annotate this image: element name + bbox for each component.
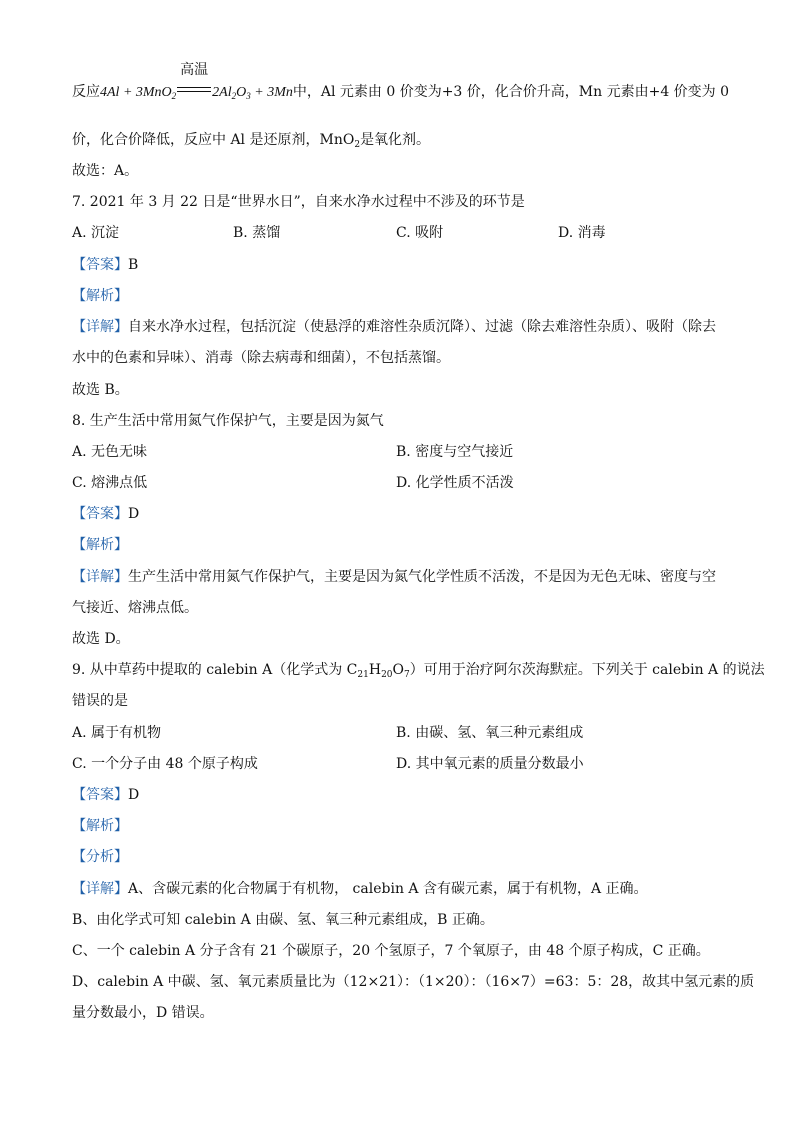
text-line: 价，化合价降低，反应中 Al 是还原剂，MnO$_2$是氧化剂。 bbox=[72, 132, 431, 150]
q7-option-d: D. 消毒 bbox=[558, 225, 606, 241]
text: 中，Al 元素由 0 价变为+3 价，化合价升高，Mn 元素由+4 价变为 0 bbox=[292, 84, 730, 100]
reaction-line bbox=[72, 63, 732, 106]
question-8-stem: 8. 生产生活中常用氮气作保护气，主要是因为氮气 bbox=[72, 413, 384, 429]
q9-option-a: A. 属于有机物 bbox=[72, 725, 162, 741]
q7-detail-2: 水中的色素和异味）、消毒（除去病毒和细菌），不包括蒸馏。 bbox=[72, 350, 450, 366]
q7-detail-1: 【详解】自来水净水过程，包括沉淀（使悬浮的难溶性杂质沉降）、过滤（除去难溶性杂质）、吸附（除去 bbox=[72, 319, 716, 335]
q8-option-b: B. 密度与空气接近 bbox=[396, 444, 514, 460]
q8-analysis-tag: 【解析】 bbox=[72, 537, 128, 553]
q7-option-b: B. 蒸馏 bbox=[233, 225, 281, 241]
q8-answer: 【答案】D bbox=[72, 506, 140, 522]
q8-option-c: C. 熔沸点低 bbox=[72, 475, 148, 491]
q7-answer: 【答案】B bbox=[72, 257, 139, 273]
question-9-stem-1: 9. 从中草药中提取的 calebin A（化学式为 $C_{21}H_{20}O_7$）可用于治疗阿尔茨海默症。下列关于 calebin A 的说法 bbox=[72, 662, 765, 680]
q7-choose: 故选 B。 bbox=[72, 382, 129, 398]
q9-option-c: C. 一个分子由 48 个原子构成 bbox=[72, 756, 258, 772]
q8-option-a: A. 无色无味 bbox=[72, 444, 148, 460]
question-7-stem: 7. 2021 年 3 月 22 日是“世界水日”，自来水净水过程中不涉及的环节是 bbox=[72, 194, 525, 210]
q9-analyze-tag: 【分析】 bbox=[72, 849, 128, 865]
q8-detail-2: 气接近、熔沸点低。 bbox=[72, 600, 198, 616]
q8-choose: 故选 D。 bbox=[72, 631, 130, 647]
q9-option-b: B. 由碳、氢、氧三种元素组成 bbox=[396, 725, 584, 741]
q9-option-d: D. 其中氧元素的质量分数最小 bbox=[396, 756, 584, 772]
question-9-stem-2: 错误的是 bbox=[72, 693, 128, 709]
reaction-condition: 高温 bbox=[176, 83, 212, 103]
q9-detail-d-2: 量分数最小，D 错误。 bbox=[72, 1005, 214, 1021]
q9-answer: 【答案】D bbox=[72, 787, 140, 803]
q9-detail-a: 【详解】A、含碳元素的化合物属于有机物， calebin A 含有碳元素，属于有机物，A 正确。 bbox=[72, 881, 648, 897]
q7-option-c: C. 吸附 bbox=[396, 225, 444, 241]
q8-option-d: D. 化学性质不活泼 bbox=[396, 475, 514, 491]
q8-detail-1: 【详解】生产生活中常用氮气作保护气，主要是因为氮气化学性质不活泼，不是因为无色无味、密度与空 bbox=[72, 569, 716, 585]
choice-line: 故选：A。 bbox=[72, 163, 139, 179]
q9-detail-d-1: D、calebin A 中碳、氢、氧元素质量比为（12×21）：（1×20）：（16×7）=63：5：28，故其中氢元素的质 bbox=[72, 974, 755, 990]
text: 反应 bbox=[72, 84, 100, 100]
q7-option-a: A. 沉淀 bbox=[72, 225, 120, 241]
equation: 4Al + 3MnO$_2$ 高温 $2Al_2O_3 + 3Mn$ bbox=[100, 63, 293, 101]
q9-detail-c: C、一个 calebin A 分子含有 21 个碳原子，20 个氢原子，7 个氧原子，由 48 个原子构成，C 正确。 bbox=[72, 943, 710, 959]
q7-analysis-tag: 【解析】 bbox=[72, 288, 128, 304]
q9-detail-b: B、由化学式可知 calebin A 由碳、氢、氧三种元素组成，B 正确。 bbox=[72, 912, 494, 928]
q9-analysis-tag: 【解析】 bbox=[72, 818, 128, 834]
